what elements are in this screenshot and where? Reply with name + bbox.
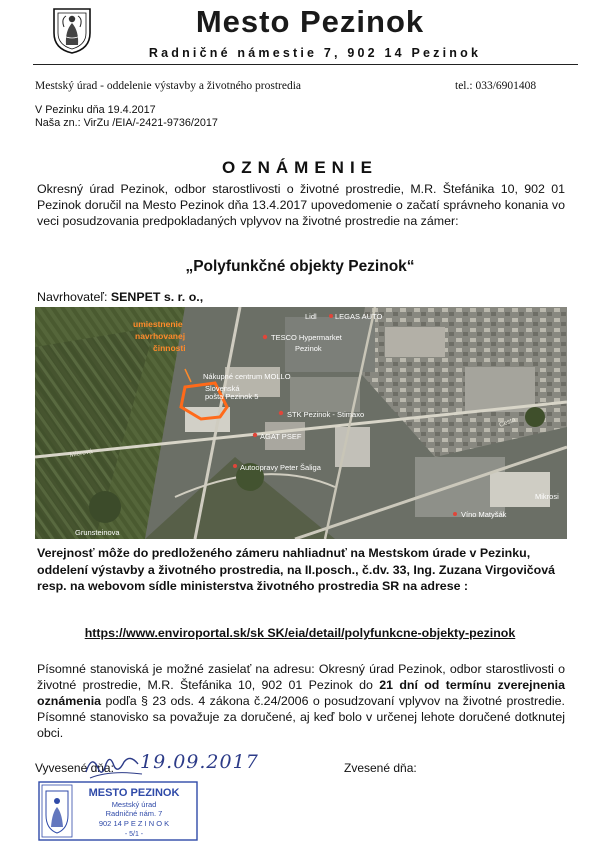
map-label-mierova: Mierová [69, 448, 94, 459]
map-label-agat: AGAT PSEF [260, 432, 302, 441]
stamp-line-3: 902 14 P E Z I N O K [98, 819, 170, 828]
letter-reference: Naša zn.: VirZu /EIA/-2421-9736/2017 [35, 117, 218, 129]
office-phone: tel.: 033/6901408 [455, 80, 537, 92]
map-label-tesco-city: Pezinok [295, 344, 322, 353]
posted-label: Vyvesené dňa: [35, 761, 114, 775]
map-label-mikrosi: Mikrosi [535, 492, 559, 501]
map-label-cesta: Cesta [498, 416, 517, 429]
stamp-line-1: Mestský úrad [111, 800, 157, 809]
removed-label: Zvesené dňa: [344, 761, 417, 775]
stamp-title: MESTO PEZINOK [88, 787, 180, 799]
letter-date: V Pezinku dňa 19.4.2017 [35, 104, 156, 116]
enviroportal-link[interactable]: https://www.enviroportal.sk/sk SK/eia/detail/polyfunkcne-objekty-pezinok [84, 626, 516, 640]
map-label-slovenska: Slovenská [205, 384, 240, 393]
comments-text-2: podľa § 23 ods. 4 zákona č.24/2006 o posudzovaní vplyvov na životné prostredie. Písomné stanovisko sa považuje za doručené, aj keď bolo v určenej lehote doručené dotknutej obci. [37, 694, 565, 740]
posted-date-handwritten: 19.09.2017 [140, 751, 259, 773]
map-annotation-line-1: umiestnenie [133, 319, 183, 329]
map-label-stk: STK Pezinok - Stimaxo [287, 410, 365, 419]
city-title: Mesto Pezinok [195, 4, 425, 39]
map-label-grunstein: Grunsteinova [75, 528, 120, 537]
comments-text-1: Písomné stanoviská je možné zasielať na adresu: Okresný úrad Pezinok, odbor starostlivosti o životné prostredie, M.R. Štefánika 10, 902 01 Pezinok do [37, 662, 565, 692]
stamp-line-4: - 5/1 - [124, 831, 144, 838]
header-divider [33, 64, 578, 65]
city-address: Radničné námestie 7, 902 14 Pezinok [148, 46, 482, 60]
map-label-autoopravy: Autoopravy Peter Šaliga [240, 463, 321, 472]
proposer-name: SENPET s. r. o., [110, 290, 204, 304]
map-label-tesco: TESCO Hypermarket [271, 333, 342, 342]
map-label-lidl: Lidl [305, 312, 317, 321]
proposer-line [37, 290, 203, 304]
aerial-map [35, 307, 567, 539]
map-label-posta: pošta Pezinok 5 [205, 392, 259, 401]
map-label-vino: Víno Matyšák [461, 510, 507, 519]
comments-deadline: 21 dní od termínu zverejnenia oznámenia [37, 678, 565, 708]
notice-heading: OZNÁMENIE [222, 158, 378, 177]
comments-paragraph [37, 661, 565, 741]
intro-paragraph: Okresný úrad Pezinok, odbor starostlivosti o životné prostredie, M.R. Štefánika 10, 902 01 Pezinok doručil na Mesto Pezinok dňa 13.4.2017 upovedomenie o začatí správneho konania vo veci posudzovania predpokladaných vplyvov na životné prostredie na zámer: [37, 182, 565, 228]
stamp-line-2: Radničné nám. 7 [105, 809, 163, 818]
project-title: „Polyfunkčné objekty Pezinok“ [185, 258, 415, 275]
official-stamp [38, 781, 198, 841]
map-annotation-line-3: činnosti [153, 343, 186, 353]
proposer-label: Navrhovateľ: [37, 290, 108, 304]
public-access-paragraph: Verejnosť môže do predloženého zámeru nahliadnuť na Mestskom úrade v Pezinku, oddelení výstavby a životného prostredia, na II.posch., č.dv. 33, Ing. Zuzana Virgovičová resp. na webovom sídle ministerstva životného prostredia SR na adrese : [37, 546, 556, 593]
map-annotation-line-2: navrhovanej [135, 331, 186, 341]
map-label-legas: LEGAS AUTO [335, 312, 383, 321]
map-label-mollo: Nákupné centrum MOLLO [203, 372, 291, 381]
office-department: Mestský úrad - oddelenie výstavby a životného prostredia [35, 80, 302, 92]
